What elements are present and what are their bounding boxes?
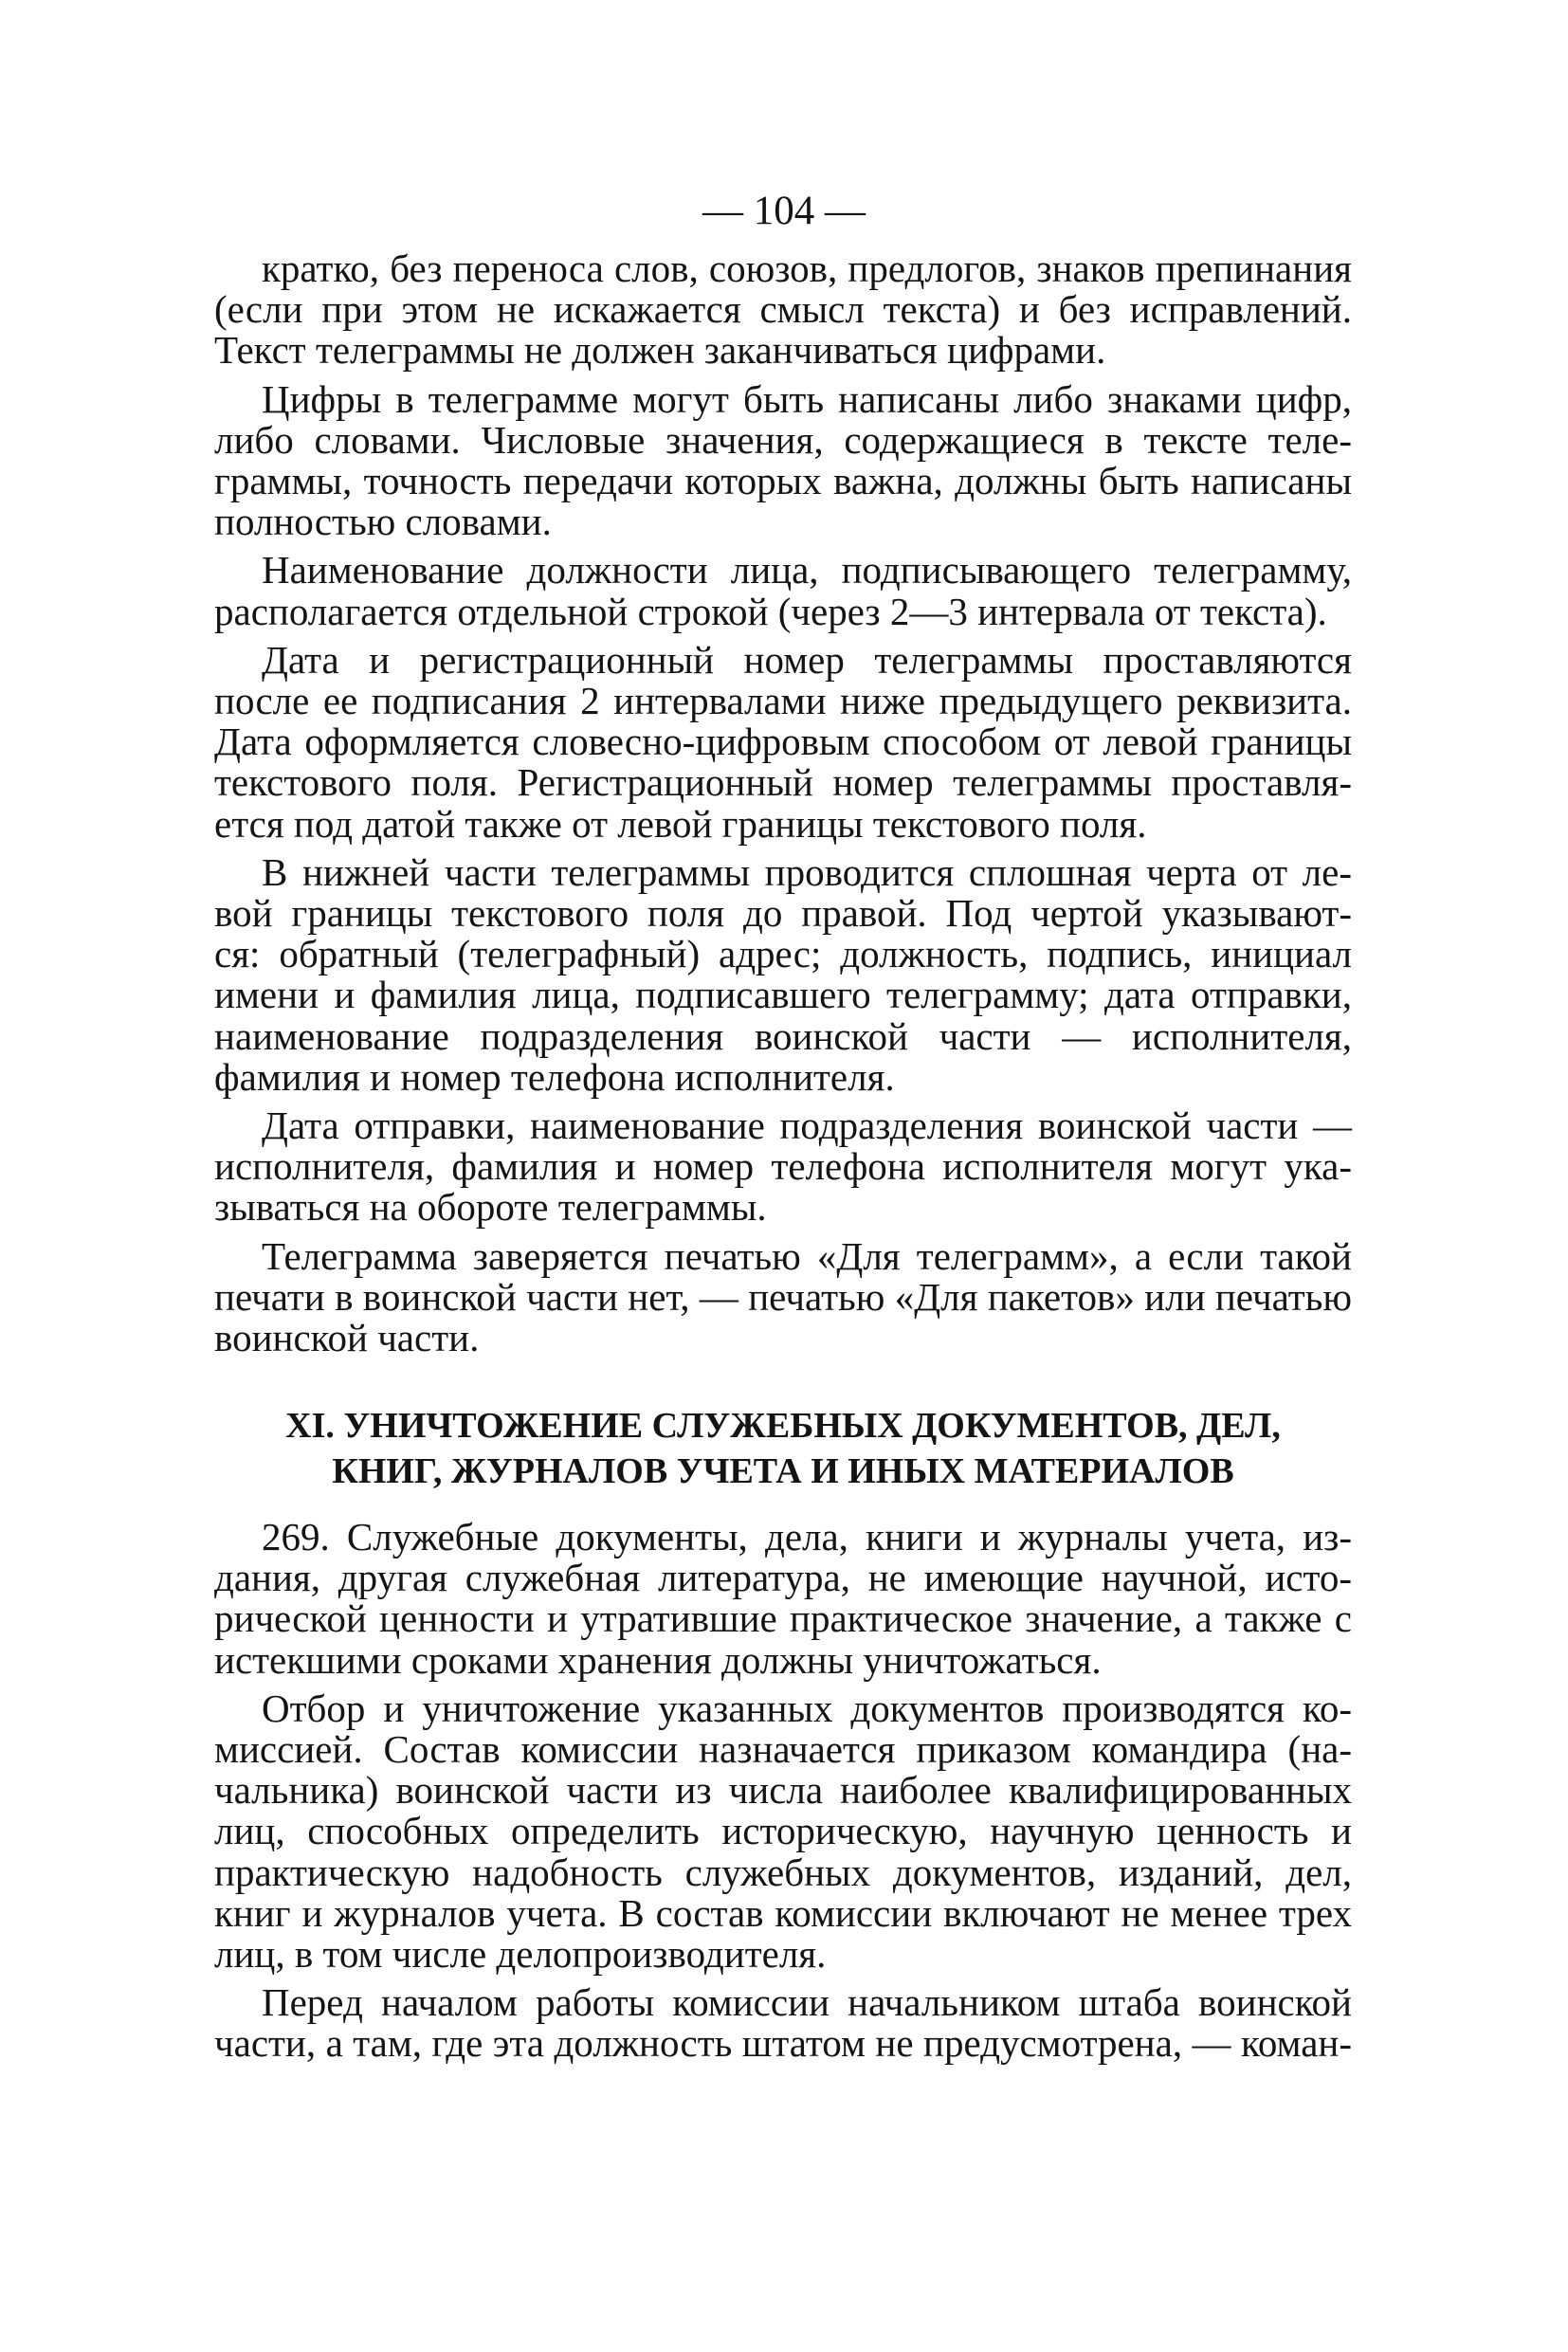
- paragraph: [214, 550, 1352, 631]
- text-line: Дата и регистрационный номер телеграммы проставляются: [262, 637, 1352, 682]
- text-line: чальника) воинской части из числа наиболее квалифицированных: [214, 1768, 1352, 1813]
- paragraph: [214, 376, 1352, 544]
- section-heading-line-1: XI. УНИЧТОЖЕНИЕ СЛУЖЕБНЫХ ДОКУМЕНТОВ, ДЕЛ,: [285, 1406, 1281, 1446]
- body-text-upper: [214, 248, 1352, 1366]
- text-line: Цифры в телеграмме могут быть написаны либо знаками цифр,: [262, 376, 1352, 421]
- paragraph: [214, 1982, 1352, 2064]
- paragraph: [214, 1233, 1352, 1360]
- paragraph: [214, 1105, 1352, 1229]
- text-line: вой границы текстового поля до правой. Под чертой указывают-: [214, 891, 1352, 936]
- text-line: практическую надобность служебных документов, изданий, дел,: [214, 1850, 1352, 1894]
- text-line: Отбор и уничтожение указанных документов производятся ко-: [262, 1686, 1352, 1730]
- text-line: кратко, без переноса слов, союзов, предлогов, знаков препинания: [262, 246, 1352, 290]
- section-heading-line-2: КНИГ, ЖУРНАЛОВ УЧЕТА И ИНЫХ МАТЕРИАЛОВ: [332, 1451, 1234, 1491]
- paragraph: [214, 637, 1352, 846]
- text-line: Телеграмма заверяется печатью «Для телеграмм», а если такой: [262, 1233, 1352, 1278]
- paragraph: [214, 1517, 1352, 1681]
- page-number: — 104 —: [702, 189, 866, 233]
- text-line: имени и фамилия лица, подписавшего телеграмму; дата отправки,: [214, 973, 1352, 1017]
- text-line: после ее подписания 2 интервалами ниже предыдущего реквизита.: [214, 679, 1352, 723]
- text-line: В нижней части телеграммы проводится сплошная черта от ле-: [262, 849, 1352, 894]
- paragraph: [214, 1688, 1352, 1975]
- text-line: полностью словами.: [214, 500, 552, 544]
- paragraph: [214, 849, 1352, 1099]
- text-line: лиц, в том числе делопроизводителя.: [214, 1932, 827, 1977]
- text-line: Дата отправки, наименование подразделения воинской части —: [262, 1103, 1352, 1148]
- body-text-lower: [214, 1517, 1352, 2072]
- text-line: рической ценности и утратившие практическое значение, а также с: [214, 1596, 1352, 1641]
- text-line: ся: обратный (телеграфный) адрес; должность, подпись, инициал: [214, 932, 1352, 976]
- text-line: воинской части.: [214, 1316, 480, 1360]
- text-line: истекшими сроками хранения должны уничтожаться.: [214, 1637, 1102, 1682]
- text-line: Перед началом работы комиссии начальником штаба воинской: [262, 1980, 1352, 2025]
- text-line: фамилия и номер телефона исполнителя.: [214, 1054, 895, 1099]
- text-line: миссией. Состав комиссии назначается приказом командира (на-: [214, 1727, 1352, 1772]
- text-line: Текст телеграммы не должен заканчиваться цифрами.: [214, 328, 1106, 373]
- text-line: исполнителя, фамилия и номер телефона исполнителя могут ука-: [214, 1144, 1352, 1189]
- paragraph: [214, 248, 1352, 372]
- text-line: 269. Служебные документы, дела, книги и журналы учета, из-: [262, 1515, 1352, 1559]
- text-line: граммы, точность передачи которых важна, должны быть написаны: [214, 459, 1352, 503]
- section-heading: [214, 1403, 1352, 1494]
- text-line: печати в воинской части нет, — печатью «Для пакетов» или печатью: [214, 1274, 1352, 1319]
- text-line: Дата оформляется словесно-цифровым способом от левой границы: [214, 720, 1352, 764]
- text-line: Наименование должности лица, подписывающего телеграмму,: [262, 548, 1352, 593]
- text-line: дания, другая служебная литература, не имеющие научной, исто-: [214, 1556, 1352, 1600]
- text-line: лиц, способных определить историческую, научную ценность и: [214, 1809, 1352, 1853]
- text-line: зываться на обороте телеграммы.: [214, 1185, 767, 1230]
- text-line: части, а там, где эта должность штатом не предусмотрена, — коман-: [214, 2021, 1352, 2066]
- text-line: располагается отдельной строкой (через 2—3 интервала от текста).: [214, 589, 1327, 633]
- text-line: книг и журналов учета. В состав комиссии включают не менее трех: [214, 1890, 1352, 1935]
- text-line: текстового поля. Регистрационный номер телеграммы проставля-: [214, 760, 1352, 805]
- text-line: либо словами. Числовые значения, содержащиеся в тексте теле-: [214, 417, 1352, 462]
- text-line: наименование подразделения воинской части — исполнителя,: [214, 1013, 1352, 1058]
- text-line: ется под датой также от левой границы текстового поля.: [214, 801, 1147, 846]
- text-line: (если при этом не искажается смысл текста) и без исправлений.: [214, 287, 1352, 332]
